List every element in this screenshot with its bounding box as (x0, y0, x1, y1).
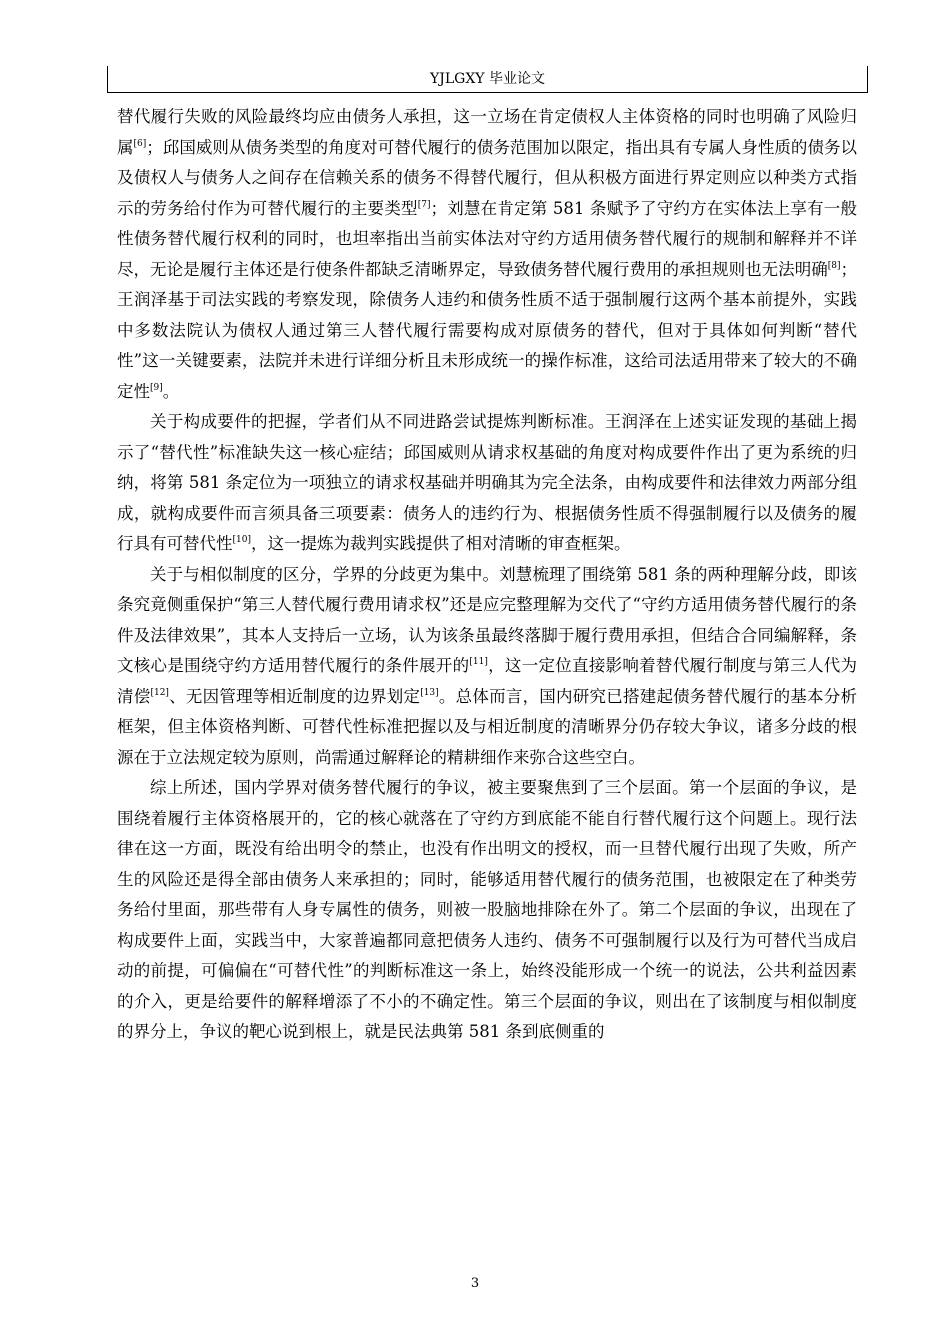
paragraph-text: 、无因管理等相近制度的边界划定 (168, 686, 421, 706)
paragraph (117, 560, 857, 774)
citation-ref: [9] (150, 382, 163, 393)
page-number: 3 (470, 1276, 480, 1291)
paragraph-text: ；邱国威则从债务类型的角度对可替代履行的债务范围加以限定，指出具有专属人身性质的债务以及债权人与债务人之间存在信赖关系的债务不得替代履行，但从积极方面进行界定则应以种类方式指示的劳务给付作为可替代履行的主要类型 (117, 137, 858, 218)
paragraph (117, 102, 857, 407)
paragraph-text: 。总体而言，国内研究已搭建起债务替代履行的基本分析框架，但主体资格判断、可替代性标准把握以及与相近制度的清晰界分仍存较大争议，诸多分歧的根源在于立法规定较为原则，尚需通过解释论的精耕细作来弥合这些空白。 (117, 686, 858, 767)
citation-ref: [12] (150, 687, 169, 698)
citation-ref: [13] (420, 687, 439, 698)
citation-ref: [11] (469, 657, 488, 667)
paragraph-text: 关于构成要件的把握，学者们从不同进路尝试提炼判断标准。王润泽在上述实证发现的基础上揭示了“替代性”标准缺失这一核心症结；邱国威则从请求权基础的角度对构成要件作出了更为系统的归纳，将第 581 条定位为一项独立的请求权基础并明确其为完全法条，由构成要件和法律效力两部分组成，就构成要件而言须具备三项要素：债务人的违约行为、根据债务性质不得强制履行以及债务的履行具有可替代性 (117, 412, 857, 553)
paragraph-text: 关于与相似制度的区分，学界的分歧更为集中。刘慧梳理了围绕第 581 条的两种理解分歧，即该条究竟侧重保护“第三人替代履行费用请求权”还是应完整理解为交代了“守约方适用债务替代履行的条件及法律效果”，其本人支持后一立场，认为该条虽最终落脚于履行费用承担，但结合合同编解释，条文核心是围绕守约方适用替代履行的条件展开的 (117, 564, 857, 675)
paragraph (117, 407, 857, 560)
citation-ref: [7] (417, 199, 431, 210)
running-header (107, 66, 868, 93)
body-text (117, 102, 857, 1048)
citation-ref: [8] (827, 260, 841, 271)
header-title: YJLGXY 毕业论文 (430, 71, 545, 87)
citation-ref: [6] (133, 138, 147, 149)
citation-ref: [10] (232, 535, 251, 545)
paragraph-text: ；王润泽基于司法实践的考察发现，除债务人违约和债务性质不适于强制履行这两个基本前提外，实践中多数法院认为债权人通过第三人替代履行需要构成对原债务的替代，但对于具体如何判断“替代性”这一关键要素，法院并未进行详细分析且未形成统一的操作标准，这给司法适用带来了较大的不确定性 (117, 259, 857, 401)
paragraph-text: ，这一定位直接影响着替代履行制度与第三人代为清偿 (117, 656, 858, 706)
paragraph-text: ；刘慧在肯定第 581 条赋予了守约方在实体法上享有一般性债务替代履行权利的同时，也坦率指出当前实体法对守约方适用债务替代履行的规制和解释并不详尽，无论是履行主体还是行使条件都缺乏清晰界定，导致债务替代履行费用的承担规则也无法明确 (117, 198, 858, 279)
paragraph-text: 替代履行失败的风险最终均应由债务人承担，这一立场在肯定债权人主体资格的同时也明确了风险归属 (117, 107, 857, 157)
paragraph-text: ，这一提炼为裁判实践提供了相对清晰的审查框架。 (250, 534, 631, 553)
paragraph (117, 773, 857, 1048)
paragraph-text: 综上所述，国内学界对债务替代履行的争议，被主要聚焦到了三个层面。第一个层面的争议，是围绕着履行主体资格展开的，它的核心就落在了守约方到底能不能自行替代履行这个问题上。现行法律在这一方面，既没有给出明令的禁止，也没有作出明文的授权，而一旦替代履行出现了失败，所产生的风险还是得全部由债务人来承担的；同时，能够适用替代履行的债务范围，也被限定在了种类劳务给付里面，那些带有人身专属性的债务，则被一股脑地排除在外了。第二个层面的争议，出现在了构成要件上面，实践当中，大家普遍都同意把债务人违约、债务不可强制履行以及行为可替代当成启动的前提，可偏偏在“可替代性”的判断标准这一条上，始终没能形成一个统一的说法，公共利益因素的介入，更是给要件的解释增添了不小的不确定性。第三个层面的争议，则出在了该制度与相似制度的界分上，争议的靶心说到根上，就是民法典第 581 条到底侧重的 (117, 778, 857, 1041)
paragraph-text: 。 (162, 381, 180, 401)
